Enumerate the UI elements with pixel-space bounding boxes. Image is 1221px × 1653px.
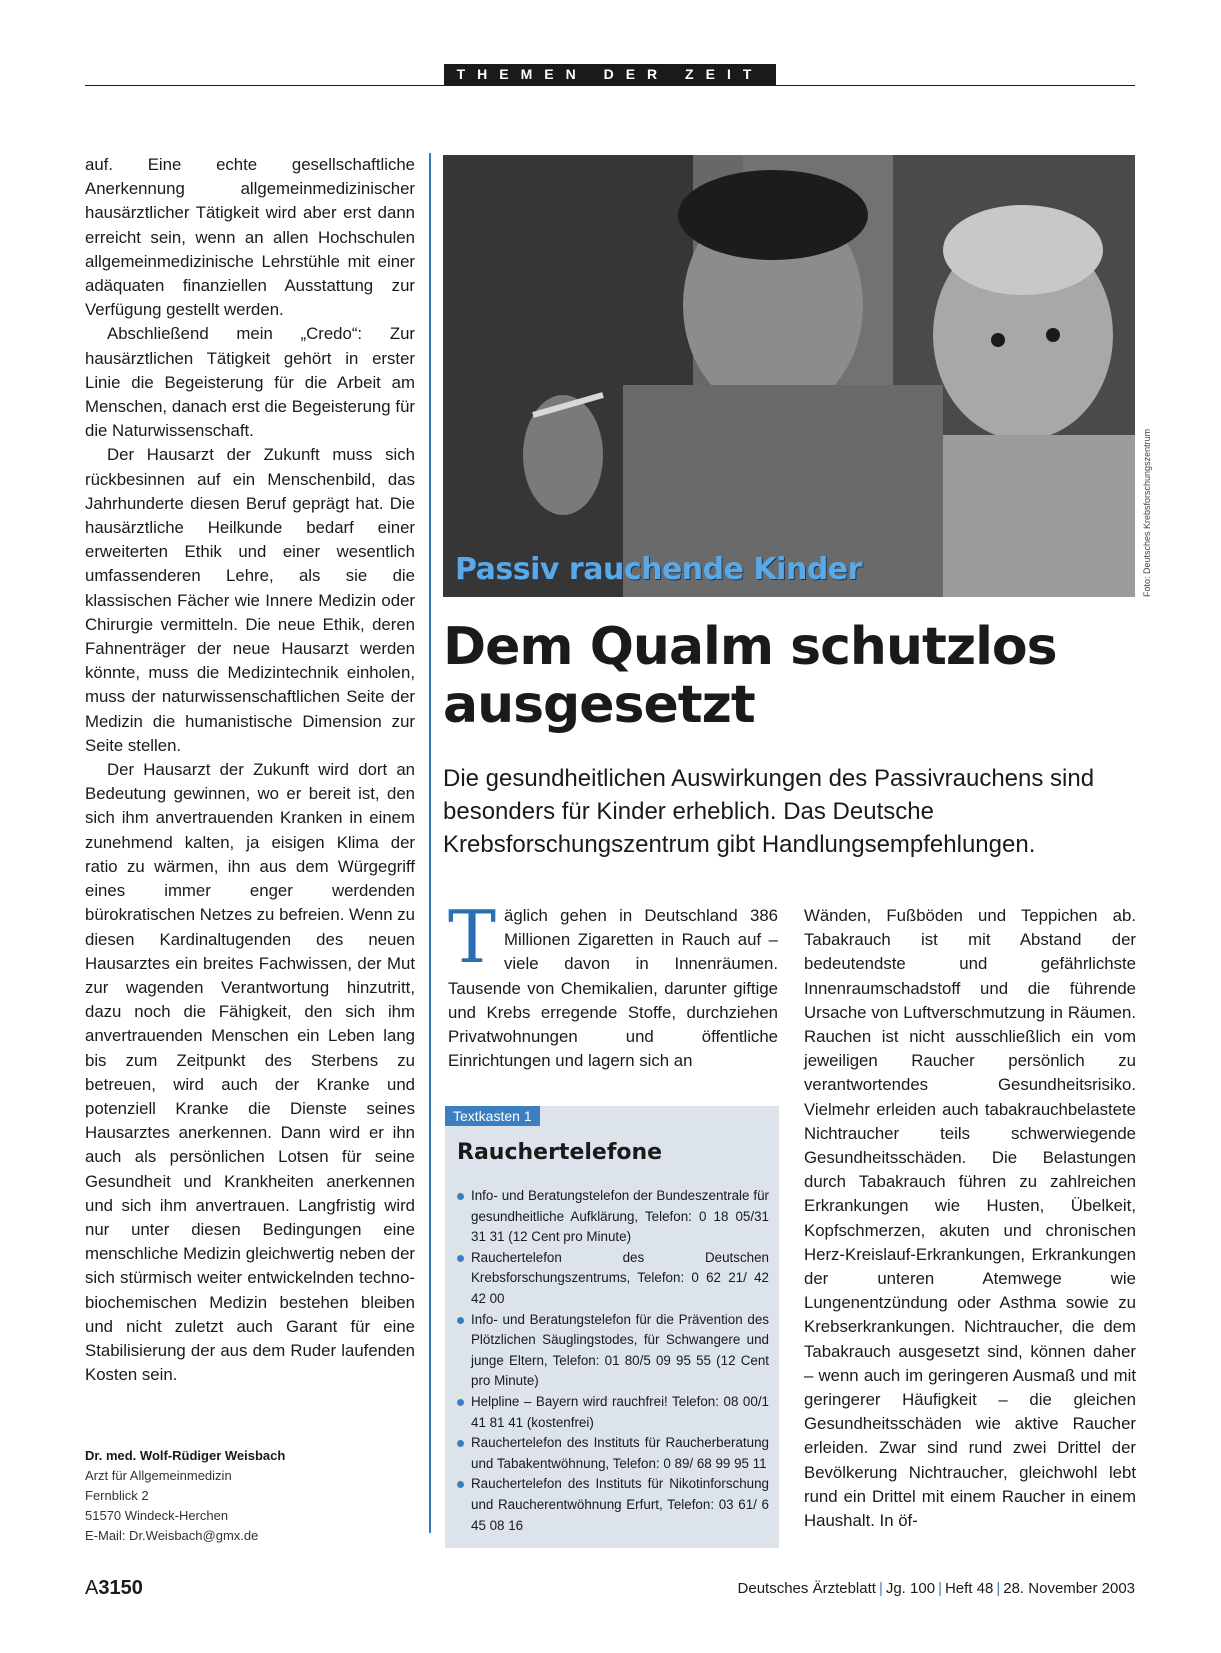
left-paragraph: Der Hausarzt der Zukunft wird dort an Bedeutung gewinnen, wo er bereit ist, den sich ihm anvertrauenden Kranken in einem zunehmend kalten, ja eisigen Klima der ratio zu wärmen, ihn aus dem Würgegriff eines immer enger werdenden bürokratischen Netzes zu befreien. Wenn zu diesen Kardinaltugenden des neuen Hausarztes ein breites Fachwissen, der Mut zur wagenden Verantwortung hinzutritt, dazu noch die Fähigkeit, den sich ihm anvertrauenden Menschen ein Leben lang bis zum Zeitpunkt des Sterbens zu betreuen, wird auch der Kranke und potenziell Kranke die Dienste seines Hausarztes anerkennen. Dann wird er ihn auch als persönlichen Lotsen für seine Gesundheit und Krankheiten anerkennen und sich ihm anvertrauen. Langfristig wird nur unter diesen Bedingungen eine menschliche Medizin gleichwertig neben der sich stürmisch weiter entwickelnden techno-biochemischen Medizin bestehen bleiben und nicht zuletzt auch Garant für eine Stabilisierung der aus dem Ruder laufenden Kosten sein. [85,760,415,1385]
journal-name: Deutsches Ärzteblatt [737,1580,876,1597]
list-item: Rauchertelefon des Instituts für Nikotinforschung und Raucherentwöhnung Erfurt, Telefon: 03 61/ 6 45 08 16 [457,1474,769,1536]
list-item: Rauchertelefon des Deutschen Krebsforschungszentrums, Telefon: 0 62 21/ 42 42 00 [457,1248,769,1310]
info-box [445,1106,779,1548]
photo-illustration [443,155,1135,597]
footer-meta: Deutsches Ärzteblatt | Jg. 100 | Heft 48 | 28. November 2003 [737,1580,1135,1597]
author-email[interactable]: E-Mail: Dr.Weisbach@gmx.de [85,1528,259,1543]
article-column-1 [448,895,778,1073]
journal-issue: Heft 48 [944,1580,994,1597]
article-text-1: äglich gehen in Deutschland 386 Millionen Zigaretten in Rauch auf – viele davon in Innenräumen. Tausende von Chemikalien, darunter giftige und Krebs erregende Stoffe, durchziehen Privatwohnungen und öffentliche Einrichtungen und lagern sich an [448,906,778,1071]
list-item: Info- und Beratungstelefon der Bundeszentrale für gesundheitliche Aufklärung, Telefon: 0 18 05/31 31 31 (12 Cent pro Minute) [457,1186,769,1248]
info-box-list [457,1186,769,1536]
author-city: 51570 Windeck-Herchen [85,1508,229,1523]
photo-caption: Passiv rauchende Kinder [455,552,862,587]
left-paragraph: auf. Eine echte gesellschaftliche Anerkennung allgemeinmedizinischer hausärztlicher Tätigkeit wird aber erst dann erreicht sein, wenn an allen Hochschulen allgemeinmedizinische Lehrstühle mit einer adäquaten finanziellen Ausstattung zur Verfügung gestellt werden. [85,155,415,320]
author-name: Dr. med. Wolf-Rüdiger Weisbach [85,1448,286,1463]
page-number [85,1577,143,1600]
article-text-2: Wänden, Fußböden und Teppichen ab. Tabakrauch ist mit Abstand der bedeutendste und gefährlichste Innenraumschadstoff und die führende Ursache von Luftverschmutzung in Räumen. Rauchen ist nicht ausschließlich ein vom jeweiligen Raucher persönlich zu verantwortendes Gesundheitsrisiko. Vielmehr erleiden auch tabakrauchbelastete Nichtraucher teils schwerwiegende Gesundheitsschäden. Die Belastungen durch Tabakrauch führen zu zahlreichen Erkrankungen wie Husten, Übelkeit, Kopfschmerzen, akuten und chronischen Herz-Kreislauf-Erkrankungen, Erkrankungen der unteren Atemwege wie Lungenentzündung oder Asthma sowie zu Krebserkrankungen. Nichtraucher, die dem Tabakrauch ausgesetzt sind, können daher – wenn auch im geringeren Ausmaß und mit geringerer Häufigkeit – die gleichen Gesundheitsschäden wie aktive Raucher erleiden. Zwar sind rund zwei Drittel der Bevölkerung Nichtraucher, gleichwohl lebt rund ein Drittel mit einem Raucher in einem Haushalt. In öf- [804,906,1136,1531]
author-block [85,1446,415,1546]
header-rule [85,85,1135,86]
left-paragraph: Abschließend mein „Credo“: Zur hausärztlichen Tätigkeit gehört in erster Linie die Begeisterung für die Arbeit am Menschen, danach erst die Begeisterung für die Naturwissenschaft. [85,324,415,441]
author-street: Fernblick 2 [85,1488,149,1503]
article-deck: Die gesundheitlichen Auswirkungen des Passivrauchens sind besonders für Kinder erheblich. Das Deutsche Krebsforschungszentrum gibt Handlungsempfehlungen. [443,765,1095,858]
page-num: 3150 [98,1577,143,1599]
journal-date: 28. November 2003 [1003,1580,1135,1597]
author-role: Arzt für Allgemeinmedizin [85,1468,232,1483]
section-label: THEMEN DER ZEIT [444,64,776,85]
list-item: Helpline – Bayern wird rauchfrei! Telefon: 08 00/1 41 81 41 (kostenfrei) [457,1392,769,1433]
article-photo [443,155,1135,597]
column-divider [429,153,431,1533]
info-box-tag: Textkasten 1 [445,1106,540,1126]
left-paragraph: Der Hausarzt der Zukunft muss sich rückbesinnen auf ein Menschenbild, das Jahrhunderte diesen Beruf geprägt hat. Die hausärztliche Heilkunde bedarf einer erweiterten Ethik und einer wesentlich umfassenderen Lehre, als sie die klassischen Fächer wie Innere Medizin oder Chirurgie vermitteln. Die neue Ethik, deren Fahnenträger der neue Hausarzt werden könnte, muss die Medizintechnik einholen, muss der naturwissenschaftlichen Seite der Medizin die humanistische Dimension zur Seite stellen. [85,445,415,755]
journal-volume: Jg. 100 [885,1580,936,1597]
article-column-2 [804,904,1136,1533]
info-box-title: Rauchertelefone [457,1140,663,1165]
left-column [85,153,415,1387]
photo-credit: Foto: Deutsches Krebsforschungszentrum [1142,428,1152,597]
page-prefix: A [85,1577,99,1599]
list-item: Rauchertelefon des Instituts für Raucherberatung und Tabakentwöhnung, Telefon: 0 89/ 68 99 95 11 [457,1433,769,1474]
article-headline: Dem Qualm schutzlos ausgesetzt [443,617,1057,735]
list-item: Info- und Beratungstelefon für die Prävention des Plötzlichen Säuglingstodes, für Schwangere und junge Eltern, Telefon: 01 80/5 09 95 55 (12 Cent pro Minute) [457,1310,769,1392]
drop-cap: T [448,895,497,979]
